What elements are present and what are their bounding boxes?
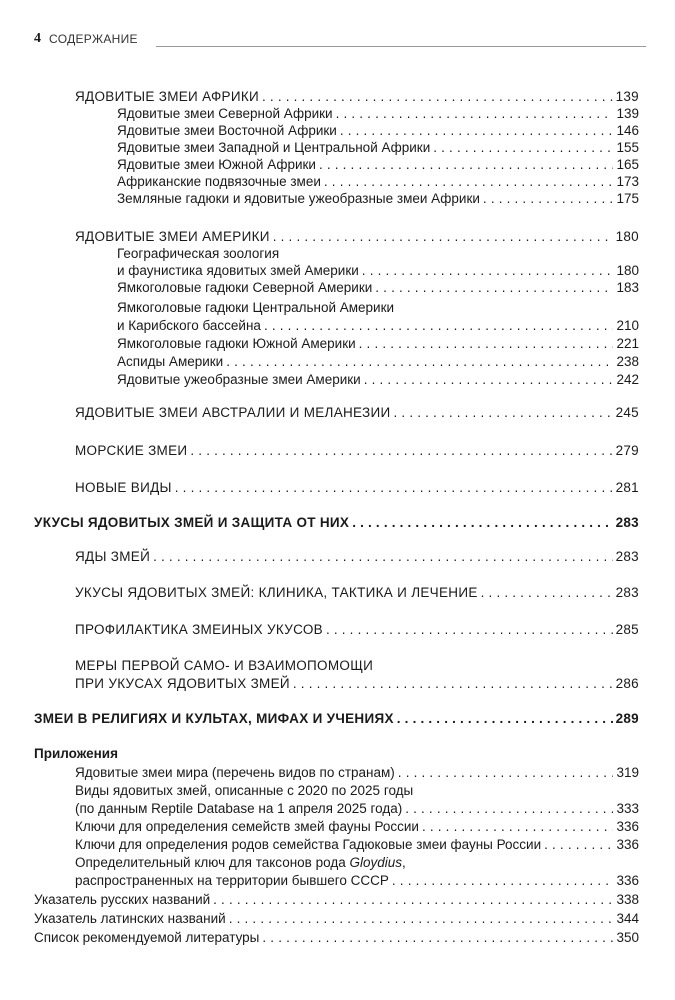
toc-appendix-entry[interactable]: Ключи для определения семейств змей фауны России . . . 336 [75,817,639,837]
genus-name: Gloydius [349,855,402,870]
toc-subsection-entry[interactable]: Ядовитые змеи Северной Африки . . . 139 [117,104,639,124]
toc-subsection-entry[interactable]: Аспиды Америки . . . 238 [117,352,639,372]
toc-section-entry[interactable]: УКУСЫ ЯДОВИТЫХ ЗМЕЙ: КЛИНИКА, ТАКТИКА И ЛЕЧЕНИЕ . . . 283 [75,583,639,603]
toc-section-line: МЕРЫ ПЕРВОЙ САМО- И ВЗАИМОПОМОЩИ [75,658,374,673]
toc-subsection-entry[interactable]: Ядовитые ужеобразные змеи Америки . . . 242 [117,370,639,390]
toc-subsection-entry[interactable]: Ядовитые змеи Южной Африки . . . 165 [117,155,639,175]
toc-section-entry[interactable]: ЯДОВИТЫЕ ЗМЕИ АМЕРИКИ . . . 180 [75,227,639,247]
toc-section-entry[interactable]: ПРОФИЛАКТИКА ЗМЕИНЫХ УКУСОВ . . . 285 [75,620,639,640]
toc-subsection-entry[interactable]: Ядовитые змеи Восточной Африки . . . 146 [117,121,639,141]
toc-subsection-line: Ямкоголовые гадюки Центральной Америки [117,300,395,315]
toc-chapter-entry[interactable]: ЗМЕИ В РЕЛИГИЯХ И КУЛЬТАХ, МИФАХ И УЧЕНИЯХ . . . 289 [34,709,639,729]
toc-subsection-entry[interactable]: Ямкоголовые гадюки Южной Америки . . . 221 [117,334,639,354]
toc-index-entry[interactable]: Указатель латинских названий . . . 344 [34,909,639,929]
toc-subsection-entry[interactable]: и Карибского бассейна . . . 210 [117,316,639,336]
toc-appendix-entry[interactable]: (по данным Reptile Database на 1 апреля 2025 года) . . . 333 [75,799,639,819]
running-title: СОДЕРЖАНИЕ [49,32,138,46]
toc-section-entry[interactable]: НОВЫЕ ВИДЫ . . . 281 [75,478,639,498]
toc-subsection-line: Географическая зоология [117,246,280,261]
appendices-heading: Приложения [34,746,118,761]
toc-section-entry[interactable]: ЯДОВИТЫЕ ЗМЕИ АФРИКИ . . . 139 [75,87,639,107]
page-number: 4 [34,31,41,46]
toc-appendix-line: Виды ядовитых змей, описанные с 2020 по 2025 годы [75,783,414,798]
toc-appendix-line: Определительный ключ для таксонов рода Gloydius, [75,855,406,870]
toc-index-entry[interactable]: Список рекомендуемой литературы . . . 350 [34,928,639,948]
toc-section-entry[interactable]: МОРСКИЕ ЗМЕИ . . . 279 [75,441,639,461]
toc-index-entry[interactable]: Указатель русских названий . . . 338 [34,890,639,910]
toc-section-entry[interactable]: ПРИ УКУСАХ ЯДОВИТЫХ ЗМЕЙ . . . 286 [75,674,639,694]
toc-appendix-entry[interactable]: Ядовитые змеи мира (перечень видов по странам) . . . 319 [75,763,639,783]
toc-appendix-entry[interactable]: распространенных на территории бывшего СССР . . . 336 [75,871,639,891]
toc-subsection-entry[interactable]: Ядовитые змеи Западной и Центральной Африки . . . 155 [117,138,639,158]
toc-section-entry[interactable]: ЯДЫ ЗМЕЙ . . . 283 [75,547,639,567]
toc-subsection-entry[interactable]: Африканские подвязочные змеи . . . 173 [117,172,639,192]
toc-subsection-entry[interactable]: и фаунистика ядовитых змей Америки . . . 180 [117,261,639,281]
toc-appendix-entry[interactable]: Ключи для определения родов семейства Гадюковые змеи фауны России . . . 336 [75,835,639,855]
toc-chapter-entry[interactable]: УКУСЫ ЯДОВИТЫХ ЗМЕЙ И ЗАЩИТА ОТ НИХ . . . 283 [34,513,639,533]
toc-subsection-entry[interactable]: Ямкоголовые гадюки Северной Америки . . . 183 [117,278,639,298]
toc-subsection-entry[interactable]: Земляные гадюки и ядовитые ужеобразные змеи Африки . . . 175 [117,189,639,209]
toc-section-entry[interactable]: ЯДОВИТЫЕ ЗМЕИ АВСТРАЛИИ И МЕЛАНЕЗИИ . . . 245 [75,403,639,423]
